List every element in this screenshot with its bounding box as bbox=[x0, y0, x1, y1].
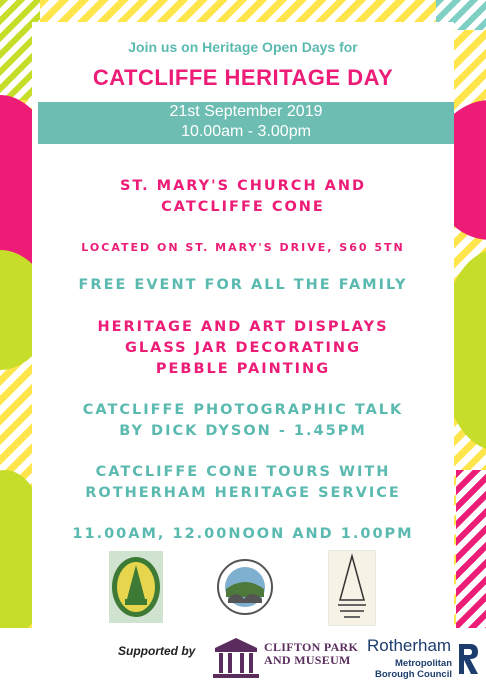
venue-line-2: CATCLIFFE CONE bbox=[161, 199, 325, 215]
tours-line-2: ROTHERHAM HERITAGE SERVICE bbox=[85, 485, 401, 501]
tours bbox=[32, 462, 454, 504]
clifton-park-building-logo bbox=[211, 636, 261, 680]
venue-location: LOCATED ON ST. MARY'S DRIVE, S60 5TN bbox=[81, 241, 405, 254]
activity-item: HERITAGE AND ART DISPLAYS bbox=[97, 319, 389, 335]
footer bbox=[0, 628, 486, 688]
cone-crest-logo bbox=[109, 551, 163, 623]
venue-line-1: ST. MARY'S CHURCH AND bbox=[119, 178, 367, 194]
activity-item: GLASS JAR DECORATING bbox=[125, 340, 361, 356]
rotherham-council bbox=[372, 658, 452, 680]
rotherham-r-logo bbox=[456, 642, 480, 676]
event-time: 10.00am - 3.00pm bbox=[181, 123, 311, 140]
event-title: CATCLIFFE HERITAGE DAY bbox=[92, 65, 394, 90]
talk-line-2: BY DICK DYSON - 1.45PM bbox=[119, 423, 367, 439]
clifton-line-2: AND MUSEUM bbox=[264, 653, 351, 667]
tour-times: 11.00AM, 12.00NOON AND 1.00PM bbox=[72, 526, 414, 542]
rotherham-name: Rotherham bbox=[367, 636, 452, 655]
partner-logos bbox=[32, 549, 454, 627]
activities-list bbox=[32, 317, 454, 380]
bridge-emblem-logo bbox=[216, 557, 274, 617]
council-line-1: Metropolitan bbox=[395, 658, 452, 669]
talk-line-1: CATCLIFFE PHOTOGRAPHIC TALK bbox=[82, 402, 404, 418]
local-history-group-logo bbox=[328, 550, 376, 626]
venue bbox=[32, 176, 454, 218]
event-date: 21st September 2019 bbox=[169, 103, 323, 120]
talk bbox=[32, 400, 454, 442]
intro-text: Join us on Heritage Open Days for bbox=[128, 39, 358, 55]
tours-line-1: CATCLIFFE CONE TOURS WITH bbox=[95, 464, 391, 480]
date-band bbox=[38, 102, 454, 144]
council-line-2: Borough Council bbox=[374, 669, 452, 680]
activity-item: PEBBLE PAINTING bbox=[155, 361, 331, 377]
clifton-park-name bbox=[264, 641, 358, 667]
supported-by-label: Supported by bbox=[118, 644, 196, 658]
clifton-line-1: CLIFTON PARK bbox=[264, 640, 359, 654]
poster-panel bbox=[32, 22, 454, 628]
decorative-stripes bbox=[456, 470, 486, 630]
tagline: FREE EVENT FOR ALL THE FAMILY bbox=[78, 277, 408, 293]
